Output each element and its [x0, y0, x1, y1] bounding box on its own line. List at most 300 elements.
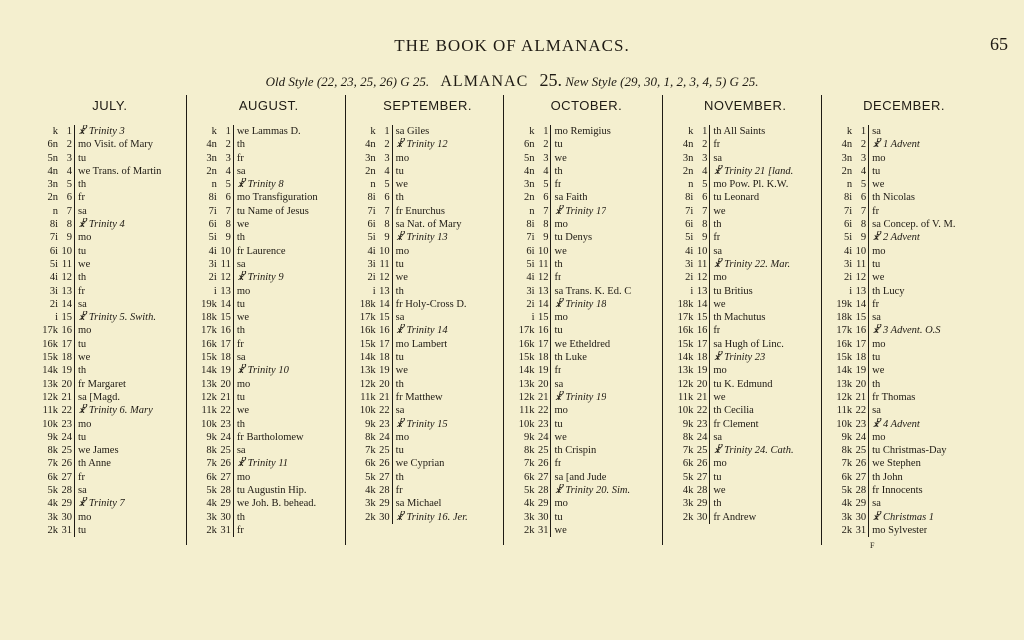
phase-cell: 4n: [47, 165, 58, 177]
day-entry: mo: [872, 245, 886, 257]
day-entry: mo: [872, 431, 886, 443]
day-row: [828, 418, 980, 431]
day-entry: th Anne: [78, 458, 111, 470]
day-row: [669, 271, 821, 284]
day-entry: ☧ Trinity 5. Swith.: [78, 312, 156, 324]
phase-cell: 7k: [682, 445, 694, 457]
phase-cell: 5i: [49, 258, 58, 270]
day-row: [193, 404, 345, 417]
day-entry: fr: [78, 471, 85, 483]
day-entry: sa: [236, 165, 246, 177]
phase-cell: 3i: [367, 258, 376, 270]
day-number: 21: [219, 391, 234, 404]
day-number: 21: [695, 391, 710, 404]
day-row: [510, 271, 662, 284]
phase-cell: 3k: [841, 511, 853, 523]
day-row: [34, 152, 186, 165]
phase-cell: 11k: [42, 405, 58, 417]
day-number: 12: [60, 271, 75, 284]
day-number: 17: [695, 338, 710, 351]
day-row: [193, 205, 345, 218]
phase-cell: n: [370, 179, 376, 191]
day-entry: th: [78, 272, 87, 284]
day-entry: sa Nat. of Mary: [395, 219, 462, 231]
phase-cell: 2k: [47, 524, 58, 536]
day-number: 27: [695, 471, 710, 484]
day-entry: th: [236, 232, 245, 244]
day-row: [669, 404, 821, 417]
day-number: 22: [60, 404, 75, 417]
day-number: 1: [536, 125, 551, 138]
day-entry: tu: [395, 445, 404, 457]
day-row: [510, 471, 662, 484]
day-number: 12: [695, 271, 710, 284]
phase-cell: 12k: [201, 391, 217, 403]
day-entry: th John: [872, 471, 903, 483]
day-entry: sa Hugh of Linc.: [713, 338, 784, 350]
day-row: [510, 351, 662, 364]
day-row: [34, 324, 186, 337]
phase-cell: 4i: [526, 272, 535, 284]
phase-cell: 12k: [359, 378, 376, 390]
day-number: 14: [536, 298, 551, 311]
day-row: [828, 152, 980, 165]
day-number: 23: [536, 418, 551, 431]
phase-cell: 6k: [365, 458, 376, 470]
day-entry: tu: [395, 352, 404, 364]
phase-cell: 6k: [682, 458, 694, 470]
phase-cell: 8i: [843, 192, 853, 204]
day-number: 3: [695, 152, 710, 165]
day-entry: th: [395, 471, 404, 483]
day-number: 4: [378, 165, 393, 178]
day-entry: mo Visit. of Mary: [78, 139, 154, 151]
day-entry: mo: [78, 511, 92, 523]
day-entry: ☧ Trinity 21 [land.: [713, 165, 794, 177]
day-number: 30: [219, 511, 234, 524]
day-row: [669, 245, 821, 258]
day-row: [352, 457, 504, 470]
day-entry: th: [236, 418, 245, 430]
day-row: [193, 258, 345, 271]
day-entry: sa: [713, 152, 723, 164]
phase-cell: 17k: [201, 325, 217, 337]
phase-cell: 2k: [841, 524, 853, 536]
phase-cell: 5k: [206, 485, 217, 497]
day-entry: ☧ Trinity 10: [236, 365, 289, 377]
day-number: 9: [695, 231, 710, 244]
day-row: [510, 125, 662, 138]
day-row: [669, 298, 821, 311]
day-number: 16: [695, 324, 710, 337]
day-number: 26: [60, 457, 75, 470]
day-entry: fr: [395, 485, 403, 497]
day-row: [34, 138, 186, 151]
phase-cell: 6i: [49, 245, 58, 257]
day-entry: fr: [236, 524, 244, 536]
phase-cell: 11k: [836, 405, 853, 417]
phase-cell: 10k: [42, 418, 58, 430]
phase-cell: 3k: [47, 511, 58, 523]
phase-cell: 5n: [523, 152, 535, 164]
day-row: [828, 484, 980, 497]
day-number: 30: [378, 511, 393, 524]
month-name: DECEMBER.: [863, 98, 945, 113]
phase-cell: 7i: [208, 205, 217, 217]
phase-cell: 2n: [682, 165, 694, 177]
day-number: 22: [695, 404, 710, 417]
day-number: 7: [695, 205, 710, 218]
day-row: [669, 165, 821, 178]
phase-cell: 10k: [836, 418, 853, 430]
phase-cell: 17k: [836, 325, 853, 337]
day-row: [352, 404, 504, 417]
day-entry: fr: [554, 458, 562, 470]
months-table: [28, 95, 980, 545]
day-entry: we: [395, 365, 408, 377]
phase-cell: 6i: [367, 219, 376, 231]
phase-cell: 10k: [201, 418, 217, 430]
day-row: [669, 285, 821, 298]
phase-cell: 2i: [367, 272, 376, 284]
day-row: [352, 152, 504, 165]
day-entry: sa Michael: [395, 498, 442, 510]
phase-cell: 19k: [201, 298, 217, 310]
day-row: [669, 205, 821, 218]
day-row: [193, 457, 345, 470]
phase-cell: 6k: [841, 471, 853, 483]
phase-cell: 8k: [682, 431, 694, 443]
day-entry: mo: [554, 498, 568, 510]
phase-cell: 2i: [49, 298, 58, 310]
day-entry: mo: [395, 245, 410, 257]
phase-cell: 2n: [206, 165, 217, 177]
day-number: 8: [378, 218, 393, 231]
phase-cell: 8k: [523, 445, 535, 457]
day-entry: mo: [395, 431, 410, 443]
phase-cell: 3k: [206, 511, 217, 523]
phase-cell: 5i: [843, 232, 853, 244]
phase-cell: 6k: [523, 471, 535, 483]
phase-cell: 4k: [365, 485, 376, 497]
phase-cell: 2i: [526, 298, 535, 310]
day-row: [352, 364, 504, 377]
day-entry: ☧ Trinity 8: [236, 179, 284, 191]
day-number: 21: [378, 391, 393, 404]
day-number: 17: [60, 338, 75, 351]
day-entry: mo: [872, 152, 886, 164]
phase-cell: k: [370, 126, 376, 137]
phase-cell: 13k: [677, 365, 694, 377]
phase-cell: i: [372, 285, 376, 297]
day-number: 17: [536, 338, 551, 351]
day-number: 30: [854, 511, 869, 524]
day-entry: we: [395, 272, 408, 284]
day-row: [193, 191, 345, 204]
day-number: 13: [854, 285, 869, 298]
day-entry: we: [554, 524, 567, 536]
day-number: 27: [219, 471, 234, 484]
phase-cell: 2i: [685, 272, 694, 284]
phase-cell: 16k: [836, 338, 853, 350]
day-entry: mo: [236, 378, 251, 390]
day-entry: fr: [78, 192, 85, 204]
day-number: 17: [219, 338, 234, 351]
day-entry: we: [554, 431, 567, 443]
day-entry: th: [78, 365, 87, 377]
phase-cell: k: [846, 126, 853, 137]
day-entry: th All Saints: [713, 126, 766, 137]
day-entry: sa: [554, 378, 564, 390]
phase-cell: i: [55, 312, 58, 324]
phase-cell: 15k: [359, 338, 376, 350]
day-entry: mo: [713, 365, 727, 377]
day-number: 13: [60, 285, 75, 298]
day-number: 2: [60, 138, 75, 151]
day-entry: we Cyprian: [395, 458, 445, 470]
day-entry: fr Holy-Cross D.: [395, 298, 467, 310]
day-row: [352, 324, 504, 337]
phase-cell: 10k: [518, 418, 535, 430]
day-number: 19: [60, 364, 75, 377]
day-number: 26: [695, 457, 710, 470]
day-number: 9: [219, 231, 234, 244]
phase-cell: 18k: [677, 298, 694, 310]
day-row: [193, 338, 345, 351]
phase-cell: 2n: [841, 165, 853, 177]
day-entry: ☧ Trinity 15: [395, 418, 448, 430]
day-number: 23: [854, 418, 869, 431]
almanac-number: 25.: [539, 70, 563, 90]
day-entry: sa: [236, 445, 246, 457]
day-entry: th: [395, 192, 404, 204]
day-row: [510, 205, 662, 218]
day-number: 24: [854, 431, 869, 444]
day-entry: ☧ Trinity 18: [554, 298, 607, 310]
day-row: [193, 324, 345, 337]
day-row: [352, 205, 504, 218]
day-number: 29: [219, 497, 234, 510]
day-entry: mo: [554, 405, 568, 417]
phase-cell: 2n: [47, 192, 58, 204]
day-number: 1: [219, 125, 234, 138]
day-row: [669, 364, 821, 377]
day-entry: ☧ 2 Advent: [872, 232, 920, 244]
day-entry: mo Remigius: [554, 126, 611, 137]
phase-cell: n: [846, 179, 853, 191]
day-entry: ☧ Trinity 17: [554, 205, 607, 217]
phase-cell: 4n: [523, 165, 535, 177]
phase-cell: 7k: [841, 458, 853, 470]
day-number: 24: [695, 431, 710, 444]
day-row: [828, 218, 980, 231]
day-number: 21: [60, 391, 75, 404]
day-entry: th Lucy: [872, 285, 905, 297]
month-name: JULY.: [92, 98, 128, 113]
day-entry: th: [713, 498, 722, 510]
phase-cell: 9k: [682, 418, 694, 430]
day-number: 2: [695, 138, 710, 151]
day-row: [193, 138, 345, 151]
day-entry: tu: [872, 352, 881, 364]
day-row: [669, 152, 821, 165]
day-entry: sa: [872, 498, 881, 510]
day-number: 24: [378, 431, 393, 444]
day-number: 15: [60, 311, 75, 324]
day-entry: th Cecilia: [713, 405, 754, 417]
day-entry: ☧ Trinity 4: [78, 219, 125, 231]
day-number: 16: [378, 324, 393, 337]
day-entry: ☧ 4 Advent: [872, 418, 920, 430]
phase-cell: 12k: [518, 391, 535, 403]
day-row: [193, 364, 345, 377]
phase-cell: k: [529, 126, 535, 137]
phase-cell: i: [849, 285, 853, 297]
day-row: [669, 191, 821, 204]
day-row: [828, 125, 980, 138]
day-number: 13: [536, 285, 551, 298]
day-entry: ☧ Trinity 24. Cath.: [713, 445, 794, 457]
day-entry: th: [236, 139, 245, 151]
phase-cell: 5i: [526, 258, 535, 270]
phase-cell: 3k: [365, 498, 376, 510]
day-number: 15: [378, 311, 393, 324]
phase-cell: 4i: [367, 245, 376, 257]
day-number: 13: [695, 285, 710, 298]
day-number: 7: [536, 205, 551, 218]
day-number: 14: [219, 298, 234, 311]
day-row: [34, 391, 186, 404]
phase-cell: i: [213, 285, 217, 297]
day-number: 20: [219, 378, 234, 391]
day-entry: we: [872, 365, 885, 377]
day-number: 14: [854, 298, 869, 311]
day-row: [828, 191, 980, 204]
day-row: [34, 231, 186, 244]
phase-cell: 14k: [836, 365, 853, 377]
phase-cell: 9k: [523, 431, 535, 443]
day-entry: tu: [554, 325, 563, 337]
day-entry: we: [236, 312, 250, 324]
day-entry: we: [236, 405, 250, 417]
day-entry: fr: [713, 139, 721, 151]
day-entry: fr Clement: [713, 418, 759, 430]
phase-cell: 6i: [685, 219, 694, 231]
phase-cell: 18k: [359, 298, 376, 310]
day-row: [828, 205, 980, 218]
phase-cell: 2i: [208, 272, 217, 284]
phase-cell: 8k: [206, 445, 217, 457]
day-number: 29: [854, 497, 869, 510]
phase-cell: k: [52, 126, 58, 137]
day-number: 22: [378, 404, 393, 417]
phase-cell: 5k: [841, 485, 853, 497]
day-number: 27: [854, 471, 869, 484]
day-entry: th: [78, 179, 87, 191]
phase-cell: 6n: [523, 139, 535, 151]
day-entry: we: [713, 205, 726, 217]
day-row: [828, 338, 980, 351]
day-row: [193, 178, 345, 191]
day-row: [193, 418, 345, 431]
day-number: 8: [695, 218, 710, 231]
day-number: 6: [695, 191, 710, 204]
day-number: 11: [378, 258, 393, 271]
phase-cell: 7i: [843, 205, 853, 217]
day-entry: tu: [713, 471, 722, 483]
phase-cell: 16k: [201, 338, 217, 350]
day-row: [352, 338, 504, 351]
phase-cell: 13k: [201, 378, 217, 390]
phase-cell: 8i: [685, 192, 694, 204]
day-row: [828, 271, 980, 284]
day-row: [34, 404, 186, 417]
day-number: 1: [378, 125, 393, 138]
day-row: [34, 457, 186, 470]
phase-cell: n: [211, 179, 217, 191]
phase-cell: 4n: [365, 139, 376, 151]
day-row: [352, 138, 504, 151]
day-number: 19: [854, 364, 869, 377]
day-row: [193, 497, 345, 510]
phase-cell: 7k: [523, 458, 535, 470]
day-entry: sa Giles: [395, 126, 430, 137]
day-number: 12: [536, 271, 551, 284]
phase-cell: i: [690, 285, 694, 297]
day-number: 6: [219, 191, 234, 204]
phase-cell: 13k: [518, 378, 535, 390]
day-row: [34, 338, 186, 351]
day-number: 14: [60, 298, 75, 311]
phase-cell: 9k: [841, 431, 853, 443]
phase-cell: 16k: [518, 338, 535, 350]
day-number: 20: [854, 378, 869, 391]
month-column: [663, 95, 822, 545]
day-number: 22: [219, 404, 234, 417]
day-number: 7: [378, 205, 393, 218]
phase-cell: 4i: [208, 245, 217, 257]
day-row: [510, 511, 662, 524]
phase-cell: 2n: [365, 165, 376, 177]
day-entry: ☧ Trinity 22. Mar.: [713, 258, 791, 270]
day-entry: th: [872, 378, 881, 390]
day-row: [828, 457, 980, 470]
day-entry: we Etheldred: [554, 338, 611, 350]
day-number: 9: [536, 231, 551, 244]
day-entry: sa: [872, 312, 881, 324]
day-number: 29: [60, 497, 75, 510]
phase-cell: 3n: [47, 179, 58, 191]
day-row: [510, 324, 662, 337]
day-entry: ☧ Trinity 7: [78, 498, 125, 510]
day-entry: tu: [872, 165, 881, 177]
day-number: 3: [536, 152, 551, 165]
day-row: [34, 258, 186, 271]
day-number: 21: [536, 391, 551, 404]
day-number: 29: [378, 497, 393, 510]
day-number: 20: [695, 378, 710, 391]
day-number: 2: [378, 138, 393, 151]
phase-cell: 9k: [47, 431, 58, 443]
day-row: [828, 431, 980, 444]
day-row: [669, 138, 821, 151]
day-entry: mo Pow. Pl. K.W.: [713, 179, 789, 191]
day-number: 25: [378, 444, 393, 457]
day-number: 13: [219, 285, 234, 298]
phase-cell: 18k: [836, 312, 853, 324]
day-row: [34, 471, 186, 484]
phase-cell: 5n: [47, 152, 58, 164]
